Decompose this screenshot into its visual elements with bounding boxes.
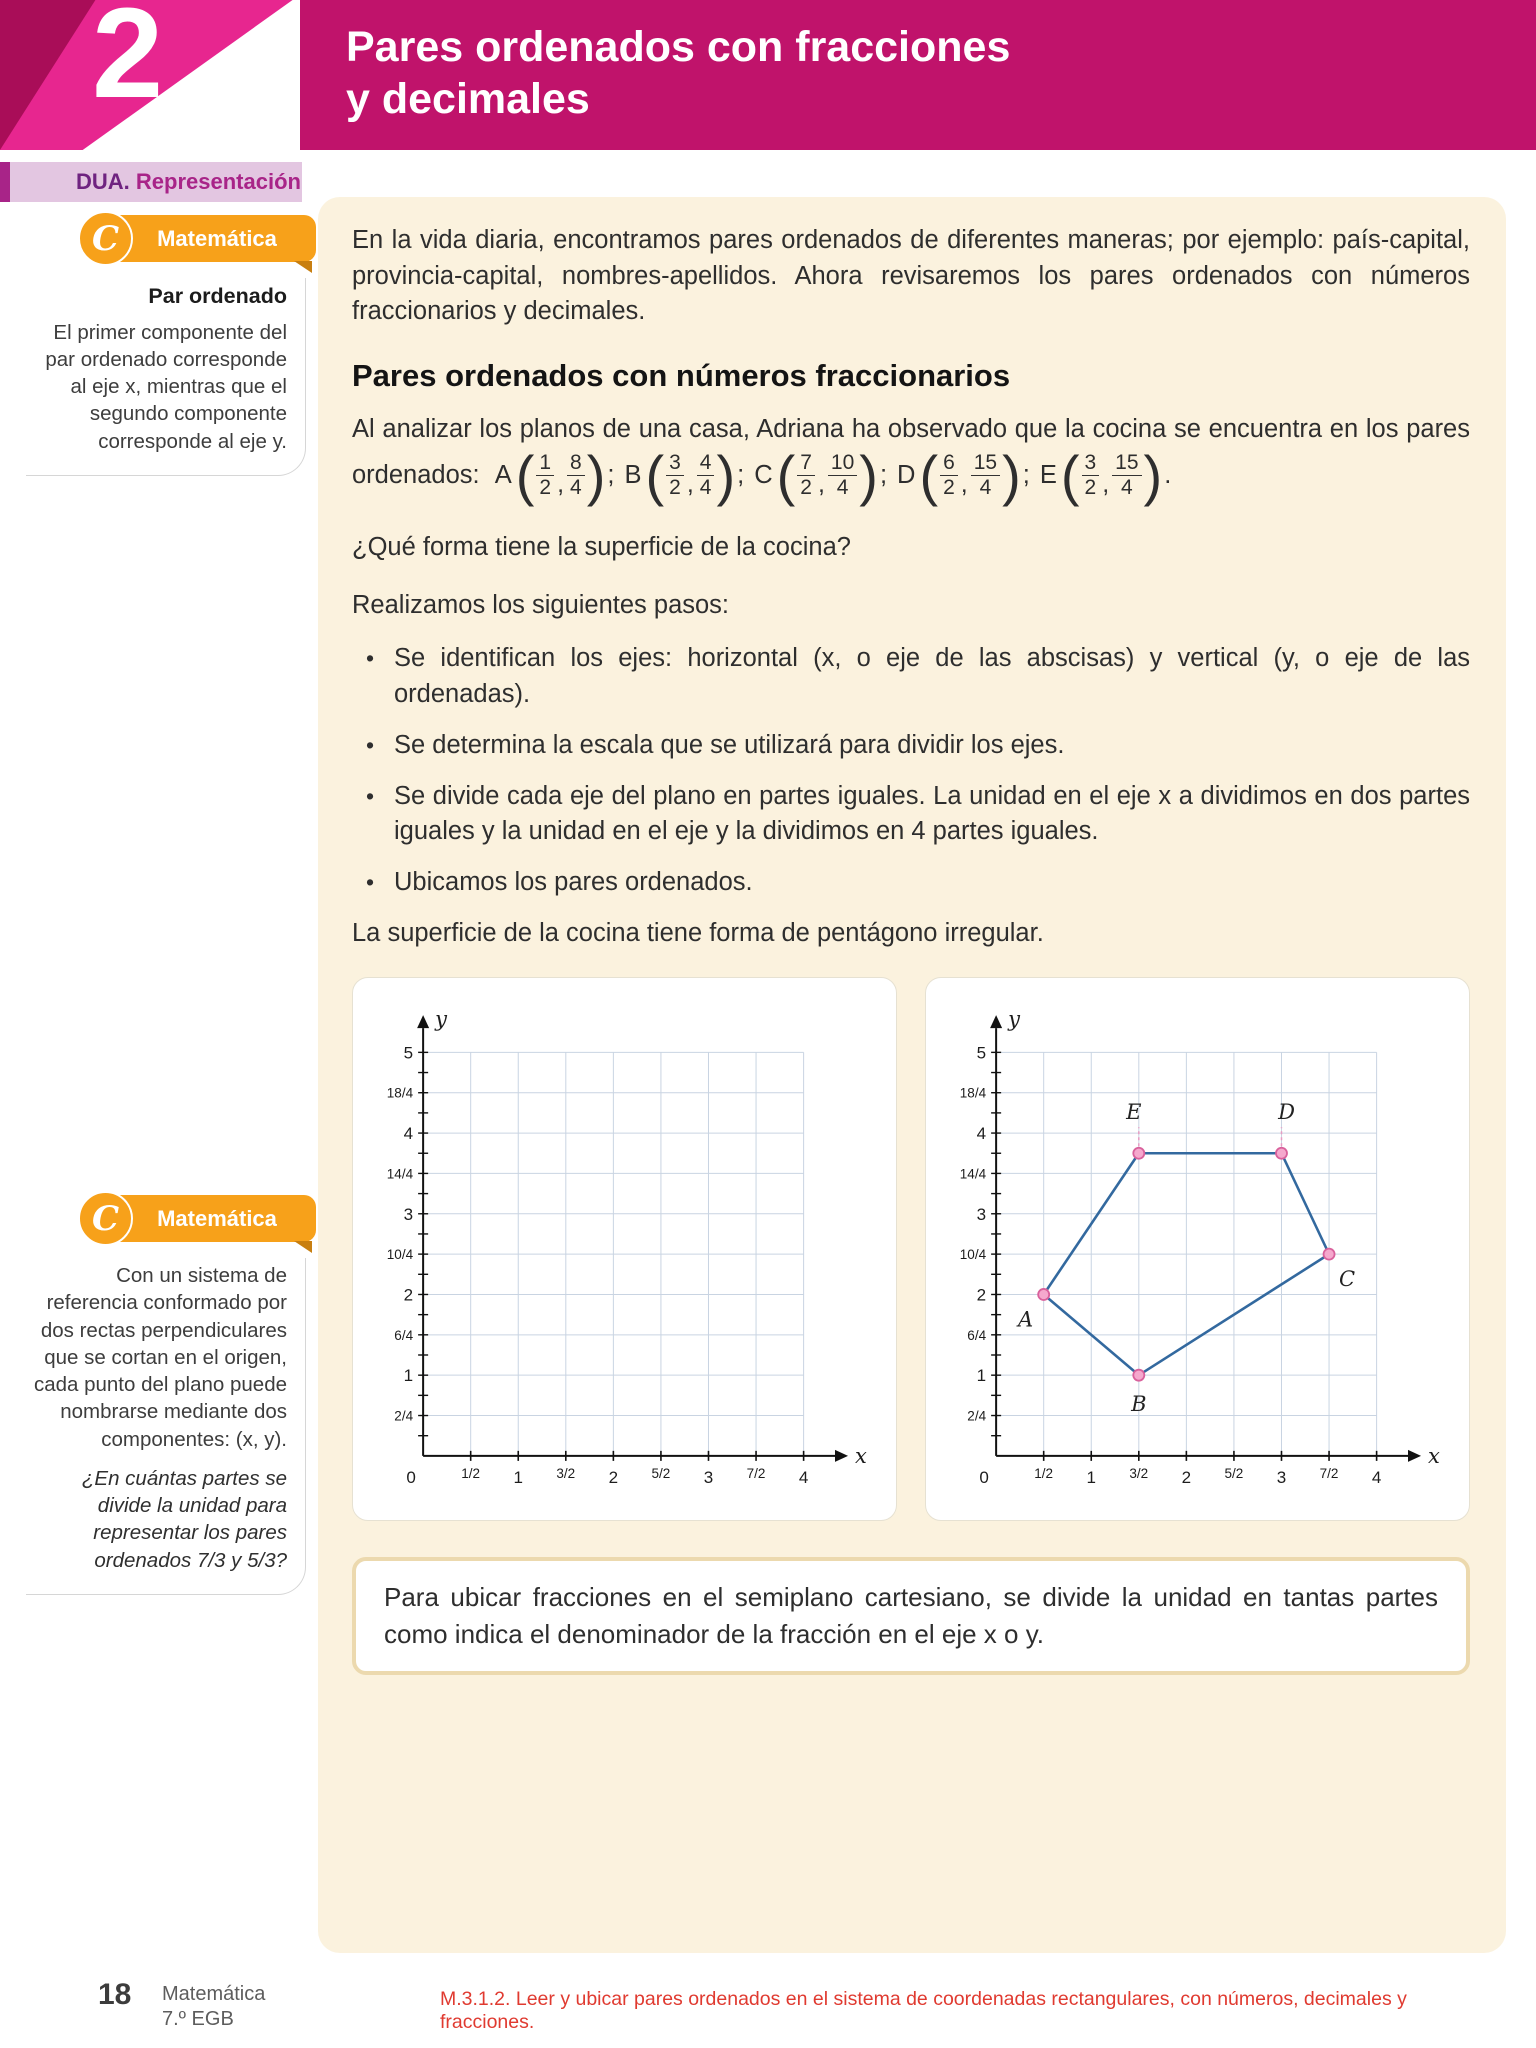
steps-intro: Realizamos los siguientes pasos:: [352, 590, 730, 619]
svg-text:18/4: 18/4: [386, 1086, 414, 1102]
sidebar-box-sistema-referencia: [0, 1195, 318, 1595]
c-logo-icon: C: [78, 211, 133, 266]
matematica-badge-top: [92, 215, 316, 262]
svg-text:10/4: 10/4: [386, 1247, 414, 1263]
dua-bar: [0, 162, 302, 202]
fraction: $\frac{1}{2}$: [536, 452, 554, 500]
svg-text:4: 4: [976, 1124, 987, 1144]
step-item-1: [352, 641, 1470, 712]
coordinate-grid-chart-pentagon: [932, 988, 1463, 1514]
svg-text:7/2: 7/2: [1319, 1466, 1339, 1482]
svg-text:3: 3: [403, 1205, 414, 1225]
svg-text:1: 1: [403, 1366, 414, 1386]
page-number: 18: [98, 1978, 132, 2011]
svg-text:2: 2: [403, 1285, 414, 1305]
svg-text:C: C: [1339, 1266, 1356, 1292]
svg-text:1/2: 1/2: [1034, 1466, 1054, 1482]
fraction: $\frac{4}{4}$: [697, 452, 715, 500]
sidebar-box-par-ordenado: [0, 215, 318, 476]
dua-label: DUA.: [76, 169, 130, 194]
fraction: $\frac{10}{4}$: [828, 452, 857, 500]
svg-text:2/4: 2/4: [967, 1408, 987, 1424]
svg-text:2: 2: [976, 1285, 987, 1305]
coordinate-plane-empty: [352, 977, 897, 1521]
sidebar-top-body: El primer componente del par ordenado corresponde al eje x, mientras que el segundo componente corresponde al eje y.: [45, 320, 287, 453]
step-item-2: [352, 728, 1470, 764]
footer-subject-grade: [162, 1982, 265, 2032]
svg-text:B: B: [1131, 1391, 1147, 1417]
svg-text:1/2: 1/2: [461, 1466, 481, 1482]
sidebar-bottom-text: [26, 1258, 306, 1595]
pairs-lead-text: Al analizar los planos de una casa, Adriana ha observado que la cocina se encuentra en los pares ordenados:: [352, 415, 1470, 489]
step-text-4: Ubicamos los pares ordenados.: [394, 867, 753, 896]
main-content-panel: [318, 197, 1506, 1953]
svg-text:A: A: [1018, 1306, 1034, 1332]
sidebar-bottom-question: ¿En cuántas partes se divide la unidad para representar los pares ordenados 7/3 y 5/3?: [81, 1466, 287, 1572]
svg-text:3: 3: [976, 1205, 987, 1225]
badge-fold-icon: [294, 1241, 312, 1253]
conclusion-text: La superficie de la cocina tiene forma de pentágono irregular.: [352, 918, 1044, 947]
steps-list: [352, 641, 1470, 900]
page-title-line1: Pares ordenados con fracciones: [346, 23, 1011, 71]
matematica-badge-label: Matemática: [157, 1205, 277, 1231]
svg-text:3: 3: [1276, 1468, 1287, 1488]
svg-text:x: x: [855, 1443, 867, 1469]
step-text-3: Se divide cada eje del plano en partes iguales. La unidad en el eje x a dividimos en dos partes iguales y la unidad en el eje y la dividimos en 4 partes iguales.: [394, 781, 1470, 846]
c-logo-icon: C: [78, 1191, 133, 1246]
fraction: $\frac{6}{2}$: [940, 452, 958, 500]
svg-text:0: 0: [406, 1468, 416, 1488]
fraction: $\frac{8}{4}$: [567, 452, 585, 500]
svg-text:y: y: [1008, 1006, 1021, 1032]
badge-fold-icon: [294, 261, 312, 273]
svg-text:6/4: 6/4: [967, 1328, 987, 1344]
svg-text:1: 1: [976, 1366, 987, 1386]
fraction: $\frac{15}{4}$: [1112, 452, 1141, 500]
ordered-pairs: [487, 444, 1174, 508]
step-item-3: [352, 779, 1470, 850]
fraction: $\frac{3}{2}$: [666, 452, 684, 500]
page-title-line2: y decimales: [346, 74, 590, 123]
note-box: Para ubicar fracciones en el semiplano cartesiano, se divide la unidad en tantas partes como indica el denominador de la fracción en el eje x o y.: [352, 1557, 1470, 1675]
svg-text:x: x: [1428, 1443, 1440, 1469]
svg-text:5/2: 5/2: [1224, 1466, 1244, 1482]
matematica-badge-bottom: [92, 1195, 316, 1242]
svg-text:14/4: 14/4: [959, 1166, 987, 1182]
dua-bar-edge: [0, 162, 10, 202]
svg-text:3/2: 3/2: [1129, 1466, 1149, 1482]
svg-text:18/4: 18/4: [959, 1086, 987, 1102]
pairs-paragraph: [352, 412, 1470, 508]
svg-text:10/4: 10/4: [959, 1247, 987, 1263]
svg-text:5: 5: [403, 1043, 414, 1063]
footer-subject: Matemática: [162, 1983, 266, 2005]
page-title: [300, 0, 1536, 125]
step-text-1: Se identifican los ejes: horizontal (x, o eje de las abscisas) y vertical (y, o eje de las ordenadas).: [394, 644, 1470, 709]
svg-text:E: E: [1126, 1099, 1142, 1125]
svg-text:5/2: 5/2: [651, 1466, 671, 1482]
dua-text: [10, 169, 301, 195]
svg-text:y: y: [435, 1006, 448, 1032]
charts-row: [352, 977, 1470, 1521]
svg-text:4: 4: [798, 1468, 809, 1488]
kitchen-question: ¿Qué forma tiene la superficie de la cocina?: [352, 533, 851, 562]
matematica-badge-label: Matemática: [157, 225, 277, 251]
section-heading: Pares ordenados con números fraccionarios: [352, 358, 1011, 394]
step-text-2: Se determina la escala que se utilizará para dividir los ejes.: [394, 730, 1065, 759]
curriculum-standard: M.3.1.2. Leer y ubicar pares ordenados en el sistema de coordenadas rectangulares, con números, decimales y fracciones.: [440, 1988, 1407, 2033]
dua-representacion: Representación: [129, 169, 301, 194]
svg-text:5: 5: [976, 1043, 987, 1063]
svg-text:6/4: 6/4: [394, 1328, 414, 1344]
coordinate-grid-chart-empty: [359, 988, 890, 1514]
svg-text:4: 4: [1371, 1468, 1382, 1488]
sidebar-top-heading: Par ordenado: [148, 284, 287, 308]
coordinate-plane-pentagon: [925, 977, 1470, 1521]
svg-text:14/4: 14/4: [386, 1166, 414, 1182]
intro-paragraph: En la vida diaria, encontramos pares ordenados de diferentes maneras; por ejemplo: país-capital, provincia-capital, nombres-apellidos. Ahora revisaremos los pares ordenados con números fraccionarios y decimales.: [352, 226, 1470, 326]
svg-text:7/2: 7/2: [746, 1466, 766, 1482]
fraction: $\frac{3}{2}$: [1082, 452, 1100, 500]
fraction: $\frac{7}{2}$: [797, 452, 815, 500]
ordered-pair-D: D ( $\frac{6}{2}$ , $\frac{15}{4}$ ) ;: [897, 444, 1030, 508]
ordered-pair-C: C ( $\frac{7}{2}$ , $\frac{10}{4}$ ) ;: [754, 444, 888, 508]
ordered-pair-B: B ( $\frac{3}{2}$ , $\frac{4}{4}$ ) ;: [624, 444, 745, 508]
svg-text:2: 2: [608, 1468, 619, 1488]
fraction: $\frac{15}{4}$: [971, 452, 1000, 500]
ordered-pair-A: A ( $\frac{1}{2}$ , $\frac{8}{4}$ ) ;: [494, 444, 615, 508]
footer-grade: 7.º EGB: [162, 2008, 234, 2030]
svg-text:1: 1: [513, 1468, 523, 1488]
svg-text:4: 4: [403, 1124, 414, 1144]
svg-text:0: 0: [979, 1468, 989, 1488]
sidebar-bottom-body: Con un sistema de referencia conformado por dos rectas perpendiculares que se cortan en el origen, cada punto del plano puede nombrarse mediante dos componentes: (x, y).: [33, 1264, 287, 1451]
svg-text:1: 1: [1086, 1468, 1096, 1488]
chapter-title-band: [300, 0, 1536, 150]
svg-text:3/2: 3/2: [556, 1466, 576, 1482]
unit-corner-ribbon: [0, 0, 318, 150]
svg-text:3: 3: [703, 1468, 714, 1488]
step-item-4: [352, 865, 1470, 901]
svg-text:2: 2: [1181, 1468, 1192, 1488]
svg-text:2/4: 2/4: [394, 1408, 414, 1424]
sidebar-top-text: [26, 278, 306, 476]
svg-text:D: D: [1278, 1099, 1295, 1125]
unit-number: 2: [92, 0, 164, 125]
ordered-pair-E: E ( $\frac{3}{2}$ , $\frac{15}{4}$ ) .: [1039, 444, 1172, 508]
